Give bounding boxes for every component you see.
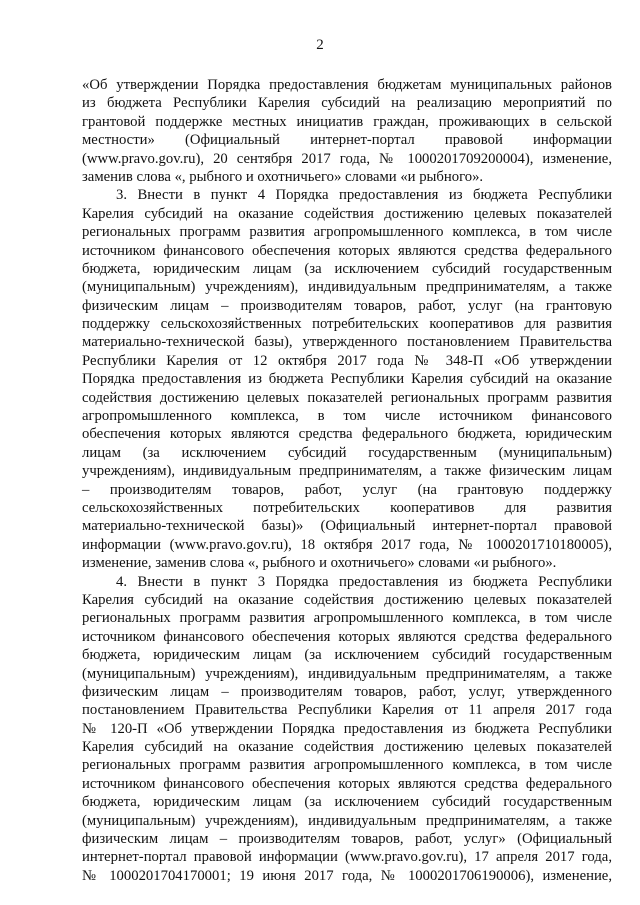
text-line: бюджета, юридическим лицам (за исключением субсидий государственным [82, 260, 612, 277]
text-line: (www.pravo.gov.ru), 20 сентября 2017 года, № 1000201709200004), изменение, [82, 150, 612, 167]
text-line: (муниципальным) учреждениям), индивидуальным предпринимателям, а также [82, 279, 612, 296]
text-line: физическим лицам – производителям товаров, работ, услуг, утвержденного [82, 683, 612, 700]
text-line: интернет-портал правовой информации (www.pravo.gov.ru), 17 апреля 2017 года, [82, 849, 612, 866]
text-line: – производителям товаров, работ, услуг (на грантовую поддержку [82, 481, 612, 498]
text-line: № 1000201704170001; 19 июня 2017 года, № 1000201706190006), изменение, [82, 867, 612, 884]
text-line: обеспечения которых являются средства федерального бюджета, юридическим [82, 426, 612, 443]
text-line: бюджета, юридическим лицам (за исключением субсидий государственным [82, 647, 612, 664]
text-line: материально-технической базы)» (Официальный интернет-портал правовой [82, 518, 612, 535]
text-line: № 120-П «Об утверждении Порядка предоставления из бюджета Республики [82, 720, 612, 737]
text-line: источником финансового обеспечения которых являются средства федерального [82, 242, 612, 259]
text-line: региональных программ развития агропромышленного комплекса, в том числе [82, 224, 612, 241]
text-line: учреждениям), индивидуальным предпринимателям, а также физическим лицам [82, 463, 612, 480]
text-line: Карелия субсидий на оказание содействия достижению целевых показателей [82, 205, 612, 222]
text-line: источником финансового обеспечения которых являются средства федерального [82, 628, 612, 645]
text-line: грантовой поддержке местных инициатив граждан, проживающих в сельской [82, 113, 612, 130]
text-line: Карелия субсидий на оказание содействия достижению целевых показателей [82, 739, 612, 756]
text-line: физическим лицам – производителям товаров, работ, услуг» (Официальный [82, 831, 612, 848]
text-line: материально-технической базы), утвержденного постановлением Правительства [82, 334, 612, 351]
text-line: агропромышленного комплекса, в том числе источником финансового [82, 408, 612, 425]
text-line: источником финансового обеспечения которых являются средства федерального [82, 775, 612, 792]
document-body [82, 76, 612, 885]
text-line: Республики Карелия от 12 октября 2017 года № 348-П «Об утверждении [82, 352, 612, 369]
text-line: изменение, заменив слова «, рыбного и охотничьего» словами «и рыбного». [82, 555, 557, 572]
text-line: поддержку сельскохозяйственных потребительских кооперативов для развития [82, 316, 612, 333]
text-line: содействия достижению целевых показателей региональных программ развития [82, 389, 612, 406]
text-line: 4. Внести в пункт 3 Порядка предоставления из бюджета Республики [116, 573, 612, 590]
text-line: (муниципальным) учреждениям), индивидуальным предпринимателям, а также [82, 665, 612, 682]
text-line: заменив слова «, рыбного и охотничьего» словами «и рыбного». [82, 168, 484, 185]
page-number: 2 [316, 37, 324, 53]
text-line: «Об утверждении Порядка предоставления бюджетам муниципальных районов [82, 77, 612, 93]
text-line: местности» (Официальный интернет-портал правовой информации [82, 132, 612, 149]
text-line: постановлением Правительства Республики Карелия от 11 апреля 2017 года [82, 702, 612, 719]
text-line: (муниципальным) учреждениям), индивидуальным предпринимателям, а также [82, 812, 612, 829]
text-line: Карелия субсидий на оказание содействия достижению целевых показателей [82, 591, 612, 608]
text-line: физическим лицам – производителям товаров, работ, услуг (на грантовую [82, 297, 612, 314]
text-line: региональных программ развития агропромышленного комплекса, в том числе [82, 610, 612, 627]
text-line: бюджета, юридическим лицам (за исключением субсидий государственным [82, 794, 612, 811]
text-line: из бюджета Республики Карелия субсидий на реализацию мероприятий по [82, 95, 612, 112]
text-line: 3. Внести в пункт 4 Порядка предоставления из бюджета Республики [116, 187, 612, 204]
text-line: Порядка предоставления из бюджета Республики Карелия субсидий на оказание [82, 371, 612, 388]
text-line: лицам (за исключением субсидий государственным (муниципальным) [82, 444, 612, 461]
text-line: сельскохозяйственных потребительских кооперативов для развития [82, 499, 612, 516]
text-line: региональных программ развития агропромышленного комплекса, в том числе [82, 757, 612, 774]
text-line: информации (www.pravo.gov.ru), 18 октября 2017 года, № 1000201710180005), [82, 536, 612, 553]
